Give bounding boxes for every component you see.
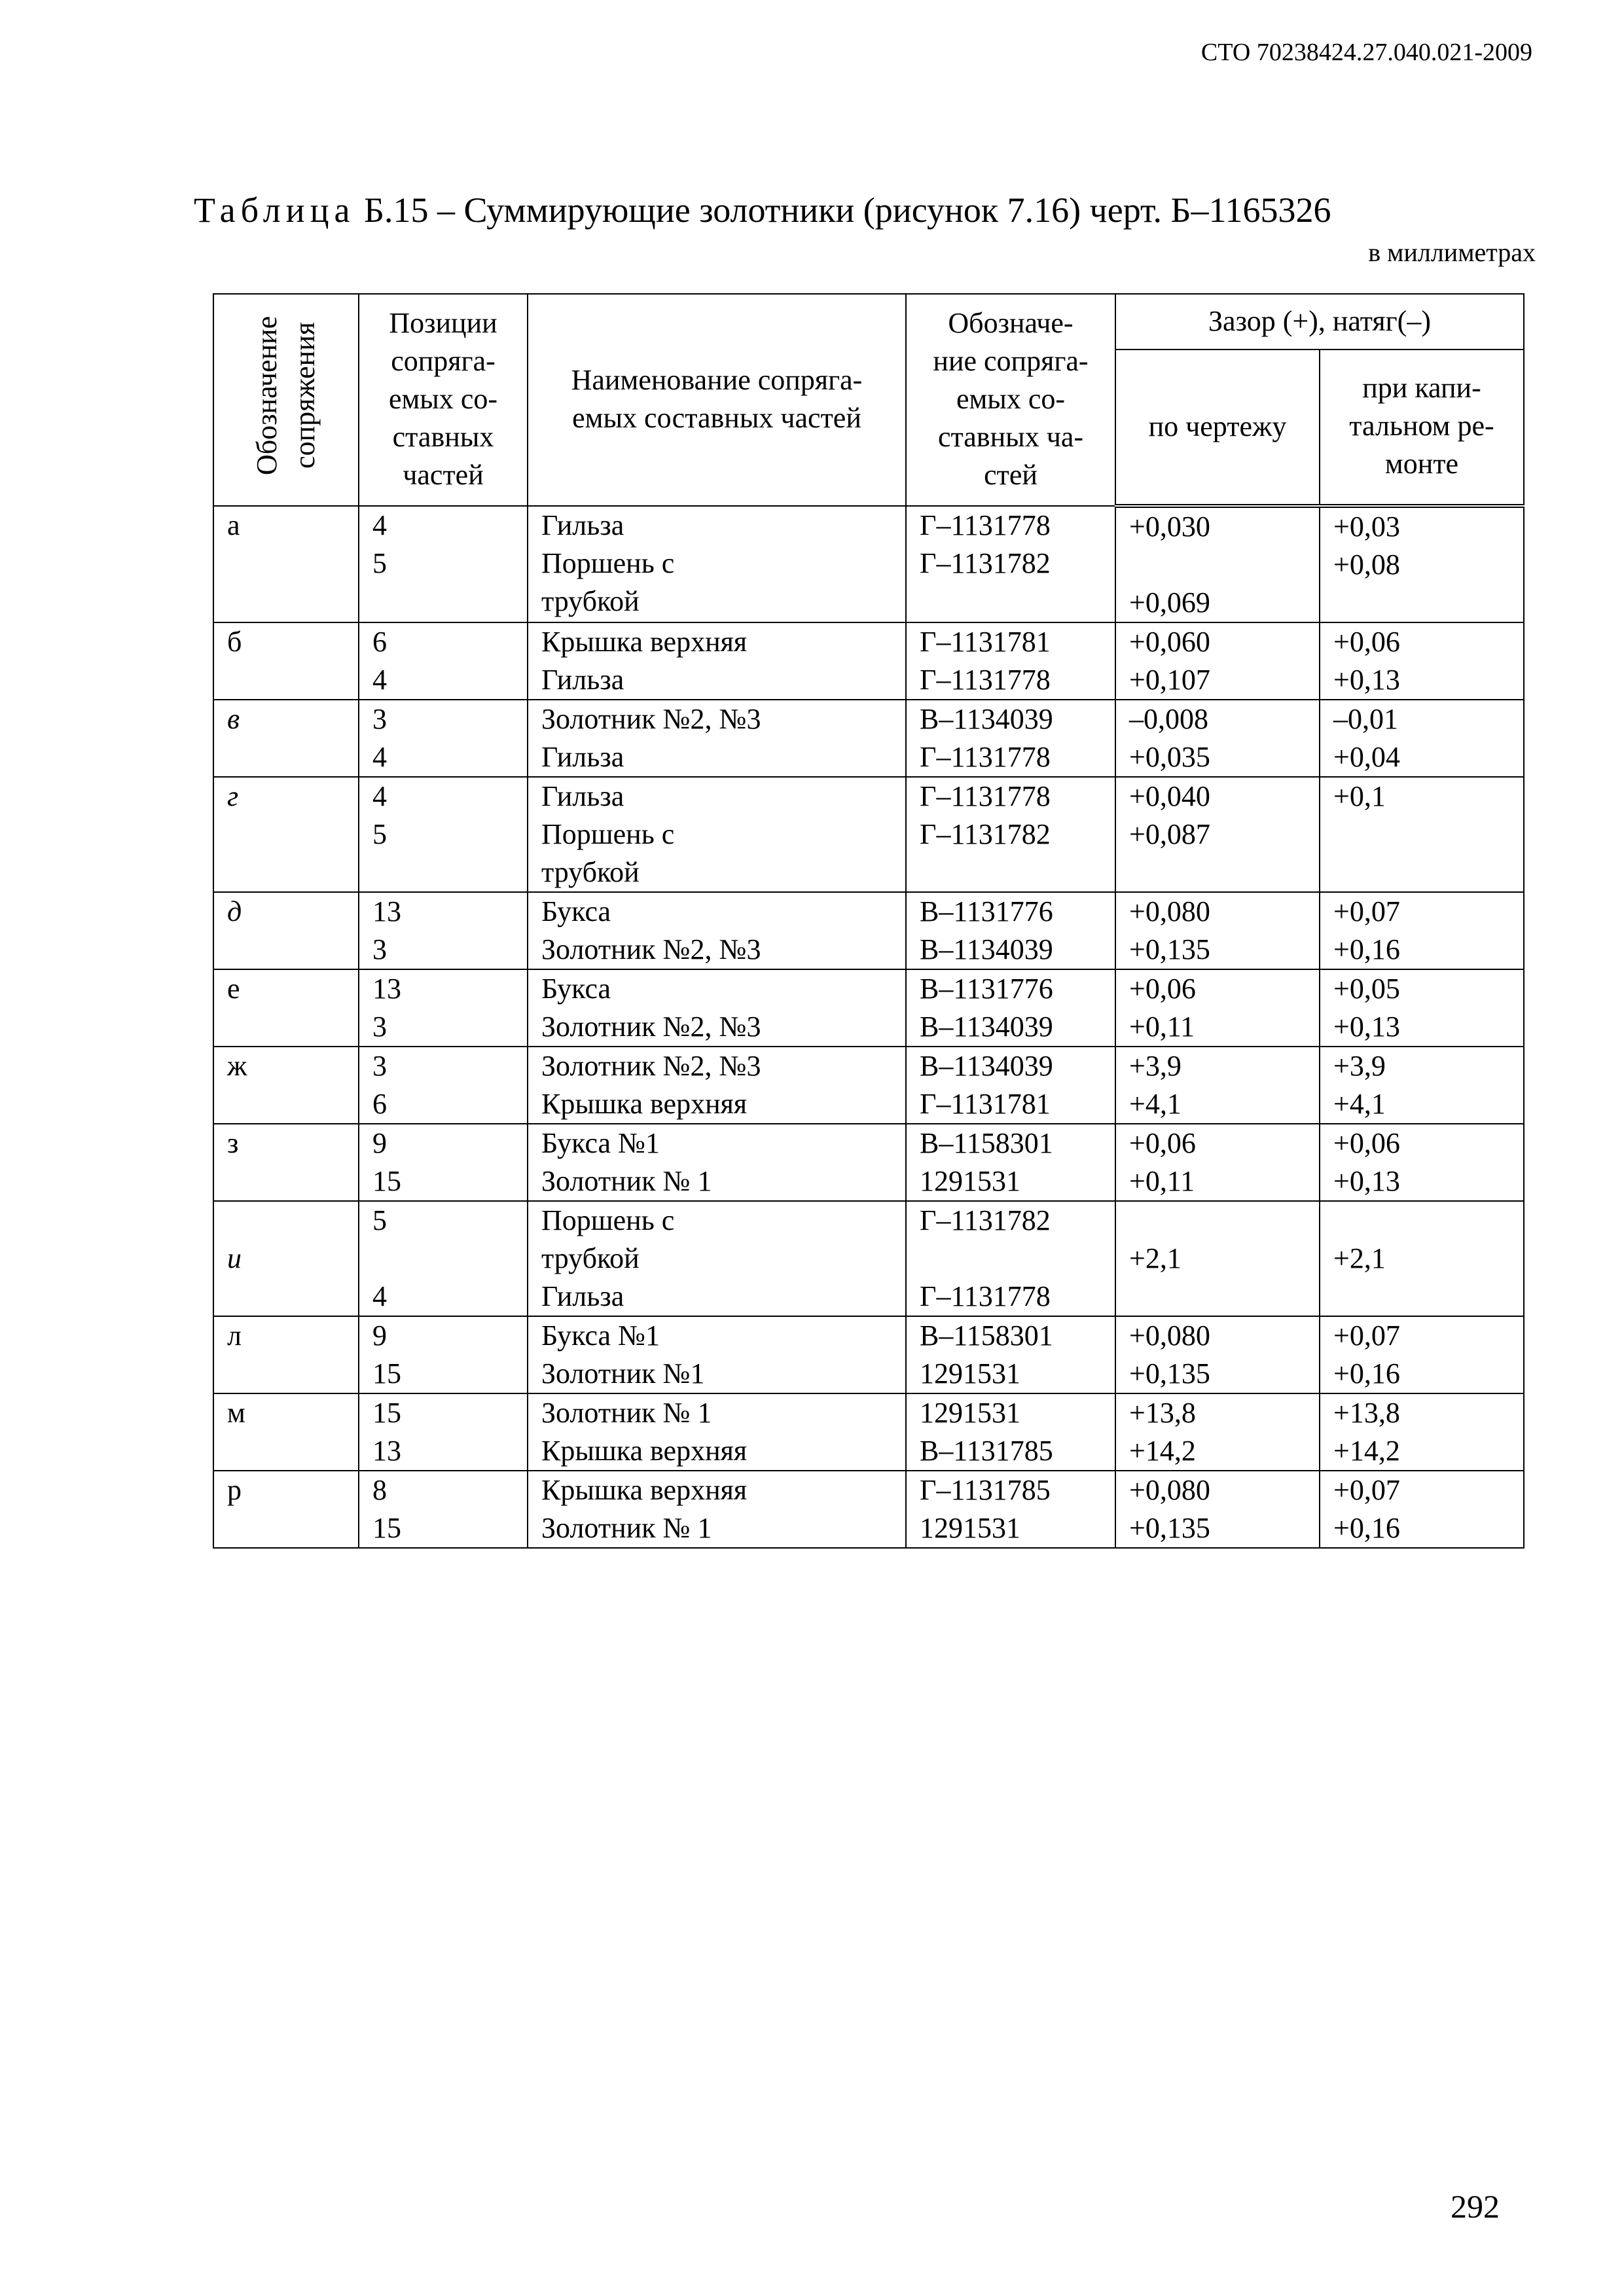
table-row [213, 969, 1524, 1047]
cell-drawing-line: +14,2 [1129, 1435, 1196, 1467]
cell-name [528, 1471, 906, 1548]
cell-repair-line: +0,13 [1333, 1165, 1400, 1197]
cell-mate: р [213, 1471, 359, 1548]
header-repair-line: монте [1384, 448, 1459, 480]
cell-name-line: Золотник № 1 [541, 1512, 712, 1544]
cell-name-line: Букса №1 [541, 1127, 660, 1159]
cell-position [359, 892, 528, 969]
cell-position-line: 15 [372, 1165, 401, 1197]
cell-repair [1320, 1201, 1524, 1316]
cell-drawing-line: +0,080 [1129, 895, 1210, 927]
cell-position-line: 9 [372, 1319, 387, 1352]
cell-designation-line: Г–1131781 [920, 1088, 1051, 1120]
cell-drawing-line: +0,087 [1129, 818, 1210, 850]
cell-designation-line: Г–1131778 [920, 1280, 1051, 1312]
cell-drawing-line: +0,135 [1129, 933, 1210, 965]
cell-drawing [1115, 1201, 1320, 1316]
header-name-line: емых составных частей [572, 402, 861, 434]
cell-position-line: 6 [372, 1088, 387, 1120]
cell-designation-line: Г–1131781 [920, 626, 1051, 658]
header-repair-line: при капи- [1362, 372, 1481, 404]
cell-drawing [1115, 969, 1320, 1047]
cell-drawing-line: +0,06 [1129, 973, 1196, 1005]
cell-position-line: 3 [372, 1011, 387, 1043]
cell-position-line: 4 [372, 509, 387, 541]
cell-drawing-line: +0,080 [1129, 1319, 1210, 1352]
cell-repair [1320, 777, 1524, 892]
cell-name-line: Золотник №2, №3 [541, 933, 761, 965]
cell-drawing-line: +4,1 [1129, 1088, 1182, 1120]
cell-position-line: 3 [372, 1050, 387, 1082]
cell-repair-line: +0,16 [1333, 933, 1400, 965]
cell-designation-line: 1291531 [920, 1397, 1020, 1429]
header-gap: Зазор (+), натяг(–) [1115, 294, 1524, 350]
cell-name-line: Букса [541, 973, 611, 1005]
cell-position-line: 5 [372, 1204, 387, 1236]
cell-drawing-line: +2,1 [1129, 1242, 1182, 1274]
header-mate-text: Обозначение сопряжения [251, 315, 321, 475]
cell-repair-line: +2,1 [1333, 1242, 1386, 1274]
cell-drawing-line: +0,069 [1129, 586, 1210, 619]
cell-repair-line: +0,04 [1333, 741, 1400, 773]
cell-position-line: 15 [372, 1397, 401, 1429]
cell-designation-line: 1291531 [920, 1165, 1020, 1197]
cell-repair [1320, 1047, 1524, 1124]
cell-position [359, 969, 528, 1047]
cell-designation-line: Г–1131778 [920, 780, 1051, 812]
cell-position-line: 13 [372, 895, 401, 927]
table-container [213, 293, 1525, 1549]
cell-name-line: Поршень с [541, 1204, 675, 1236]
cell-drawing-line: +0,06 [1129, 1127, 1196, 1159]
cell-name [528, 777, 906, 892]
cell-repair-line: +0,08 [1333, 548, 1400, 581]
cell-drawing [1115, 1471, 1320, 1548]
cell-designation-line: Г–1131778 [920, 509, 1051, 541]
header-designation-line: Обозначе- [948, 307, 1074, 339]
cell-name [528, 1124, 906, 1201]
cell-repair-line [1333, 853, 1510, 891]
cell-repair-line [1333, 816, 1510, 853]
table-row [213, 1316, 1524, 1393]
cell-drawing [1115, 1316, 1320, 1393]
cell-designation-line: В–1134039 [920, 703, 1053, 735]
cell-position-line: 8 [372, 1474, 387, 1506]
table-row [213, 622, 1524, 700]
cell-position-line: 15 [372, 1357, 401, 1390]
cell-mate: д [213, 892, 359, 969]
cell-name-line: Золотник №2, №3 [541, 1050, 761, 1082]
table-row [213, 1124, 1524, 1201]
cell-designation-line: В–1131776 [920, 895, 1053, 927]
cell-name-line: Гильза [541, 780, 624, 812]
cell-position-line [372, 1240, 514, 1278]
cell-position-line: 13 [372, 1435, 401, 1467]
cell-position-line [372, 853, 514, 891]
cell-name-line: Золотник № 1 [541, 1165, 712, 1197]
cell-position [359, 622, 528, 700]
header-repair [1320, 350, 1524, 506]
cell-designation-line: Г–1131782 [920, 1204, 1051, 1236]
cell-drawing [1115, 1393, 1320, 1471]
cell-repair-line: +0,13 [1333, 664, 1400, 696]
cell-repair-line [1333, 1202, 1510, 1240]
header-mate [213, 294, 359, 506]
cell-name-line: Золотник №2, №3 [541, 1011, 761, 1043]
cell-designation-line: В–1134039 [920, 933, 1053, 965]
cell-designation-line: Г–1131778 [920, 741, 1051, 773]
cell-name-line: трубкой [541, 856, 640, 888]
cell-repair-line: +0,06 [1333, 1127, 1400, 1159]
cell-repair-line: +3,9 [1333, 1050, 1386, 1082]
cell-name-line: трубкой [541, 1242, 640, 1274]
cell-position-line: 5 [372, 547, 387, 579]
page-number: 292 [1451, 2188, 1500, 2225]
table-row [213, 506, 1524, 622]
cell-name [528, 700, 906, 777]
cell-repair-line: +0,06 [1333, 626, 1400, 658]
cell-drawing-line: +0,035 [1129, 741, 1210, 773]
units-note: в миллиметрах [1368, 238, 1536, 267]
cell-designation-line: Г–1131782 [920, 547, 1051, 579]
cell-name-line: Крышка верхняя [541, 1474, 748, 1506]
cell-drawing-line [1129, 546, 1306, 584]
cell-repair [1320, 1316, 1524, 1393]
cell-repair-line: +0,1 [1333, 780, 1386, 812]
cell-name-line: Крышка верхняя [541, 1088, 748, 1120]
cell-drawing-line [1129, 1202, 1306, 1240]
cell-designation-line: 1291531 [920, 1512, 1020, 1544]
cell-repair [1320, 506, 1524, 622]
cell-name-line: Поршень с [541, 547, 675, 579]
cell-mate: л [213, 1316, 359, 1393]
cell-name [528, 506, 906, 622]
cell-drawing-line [1129, 1278, 1306, 1316]
cell-drawing [1115, 1124, 1320, 1201]
cell-position [359, 506, 528, 622]
cell-repair [1320, 969, 1524, 1047]
header-designation-line: ние сопряга- [933, 345, 1089, 377]
cell-repair-line: +4,1 [1333, 1088, 1386, 1120]
cell-drawing-line: +0,135 [1129, 1357, 1210, 1390]
header-designation [906, 294, 1115, 506]
header-positions-line: ставных [392, 421, 494, 453]
cell-designation-line: В–1134039 [920, 1011, 1053, 1043]
cell-repair-line: +0,03 [1333, 511, 1400, 543]
cell-position [359, 1201, 528, 1316]
cell-designation [906, 700, 1115, 777]
table-row [213, 1471, 1524, 1548]
cell-repair-line: +13,8 [1333, 1397, 1400, 1429]
cell-designation-line: В–1134039 [920, 1050, 1053, 1082]
cell-name-line: Крышка верхняя [541, 626, 748, 658]
cell-designation-line [920, 583, 1102, 620]
cell-position-line: 9 [372, 1127, 387, 1159]
header-name [528, 294, 906, 506]
cell-designation-line: В–1131776 [920, 973, 1053, 1005]
cell-name [528, 1393, 906, 1471]
cell-drawing-line: +0,11 [1129, 1165, 1195, 1197]
cell-drawing [1115, 622, 1320, 700]
cell-mate: м [213, 1393, 359, 1471]
cell-drawing [1115, 892, 1320, 969]
cell-mate: з [213, 1124, 359, 1201]
cell-drawing-line: +0,040 [1129, 780, 1210, 812]
cell-repair-line [1333, 584, 1510, 622]
cell-name-line: Букса [541, 895, 611, 927]
cell-repair-line: +0,07 [1333, 1319, 1400, 1352]
cell-designation [906, 1471, 1115, 1548]
cell-designation [906, 622, 1115, 700]
cell-name [528, 1316, 906, 1393]
cell-name-line: Крышка верхняя [541, 1435, 748, 1467]
cell-designation-line: В–1158301 [920, 1127, 1053, 1159]
cell-position-line [372, 583, 514, 620]
table-row [213, 777, 1524, 892]
cell-mate: в [213, 700, 359, 777]
cell-designation [906, 506, 1115, 622]
header-positions-line: сопряга- [391, 345, 496, 377]
cell-position [359, 777, 528, 892]
header-positions-line: Позиции [389, 307, 497, 339]
table-title-text: Б.15 – Суммирующие золотники (рисунок 7.16) черт. Б–1165326 [355, 190, 1331, 230]
cell-drawing-line [1129, 853, 1306, 891]
table-row [213, 1201, 1524, 1316]
cell-drawing-line: +3,9 [1129, 1050, 1182, 1082]
cell-drawing-line: +13,8 [1129, 1397, 1196, 1429]
cell-designation-line: Г–1131782 [920, 818, 1051, 850]
header-positions-line: частей [403, 459, 484, 491]
cell-designation [906, 777, 1115, 892]
cell-designation-line: В–1158301 [920, 1319, 1053, 1352]
cell-position-line: 4 [372, 741, 387, 773]
cell-repair-line [1333, 1278, 1510, 1316]
cell-repair [1320, 1393, 1524, 1471]
cell-mate: а [213, 506, 359, 622]
header-repair-line: тальном ре- [1349, 410, 1494, 442]
cell-mate: ж [213, 1047, 359, 1124]
header-name-line: Наименование сопряга- [571, 364, 863, 396]
cell-position-line: 3 [372, 703, 387, 735]
table-row [213, 700, 1524, 777]
cell-name [528, 622, 906, 700]
cell-designation [906, 1393, 1115, 1471]
document-code: СТО 70238424.27.040.021-2009 [1200, 39, 1532, 66]
cell-designation [906, 1124, 1115, 1201]
cell-repair-line: +0,16 [1333, 1357, 1400, 1390]
table-row [213, 1047, 1524, 1124]
cell-repair-line: +0,07 [1333, 1474, 1400, 1506]
cell-name [528, 1047, 906, 1124]
cell-name [528, 969, 906, 1047]
header-positions-line: емых со- [388, 383, 498, 415]
cell-position [359, 700, 528, 777]
cell-repair-line: +0,05 [1333, 973, 1400, 1005]
cell-name-line: Гильза [541, 509, 624, 541]
cell-name-line: Букса №1 [541, 1319, 660, 1352]
cell-repair-line: –0,01 [1333, 703, 1398, 735]
cell-repair [1320, 1471, 1524, 1548]
cell-drawing-line: +0,060 [1129, 626, 1210, 658]
header-designation-line: стей [984, 459, 1038, 491]
cell-position [359, 1047, 528, 1124]
cell-repair [1320, 892, 1524, 969]
cell-designation-line: В–1131785 [920, 1435, 1053, 1467]
cell-drawing-line: +0,030 [1129, 511, 1210, 543]
cell-designation-line [920, 853, 1102, 891]
cell-name-line: Гильза [541, 741, 624, 773]
cell-repair-line: +0,13 [1333, 1011, 1400, 1043]
cell-name [528, 892, 906, 969]
cell-repair [1320, 700, 1524, 777]
cell-repair-line: +0,16 [1333, 1512, 1400, 1544]
header-positions [359, 294, 528, 506]
cell-name [528, 1201, 906, 1316]
cell-repair [1320, 622, 1524, 700]
cell-position-line: 15 [372, 1512, 401, 1544]
cell-repair-line: +0,07 [1333, 895, 1400, 927]
cell-name-line: Золотник №1 [541, 1357, 705, 1390]
cell-designation [906, 892, 1115, 969]
table-row [213, 892, 1524, 969]
cell-repair [1320, 1124, 1524, 1201]
cell-designation [906, 1316, 1115, 1393]
cell-designation-line: Г–1131785 [920, 1474, 1051, 1506]
cell-drawing-line: +0,080 [1129, 1474, 1210, 1506]
cell-drawing [1115, 506, 1320, 622]
cell-repair-line: +14,2 [1333, 1435, 1400, 1467]
table-body [213, 506, 1524, 1548]
cell-position [359, 1124, 528, 1201]
header-designation-line: емых со- [956, 383, 1066, 415]
cell-name-line: Гильза [541, 1280, 624, 1312]
cell-position-line: 6 [372, 626, 387, 658]
cell-position [359, 1471, 528, 1548]
cell-position-line: 4 [372, 1280, 387, 1312]
cell-position-line: 4 [372, 780, 387, 812]
cell-name-line: Золотник № 1 [541, 1397, 712, 1429]
cell-mate: е [213, 969, 359, 1047]
cell-designation-line: 1291531 [920, 1357, 1020, 1390]
cell-position-line: 3 [372, 933, 387, 965]
cell-mate: и [213, 1201, 359, 1316]
cell-drawing [1115, 700, 1320, 777]
cell-drawing-line: –0,008 [1129, 703, 1208, 735]
cell-drawing [1115, 777, 1320, 892]
cell-position-line: 4 [372, 664, 387, 696]
cell-designation [906, 1201, 1115, 1316]
cell-designation-line: Г–1131778 [920, 664, 1051, 696]
header-drawing: по чертежу [1115, 350, 1320, 506]
cell-mate: г [213, 777, 359, 892]
cell-position [359, 1393, 528, 1471]
header-designation-line: ставных ча- [937, 421, 1084, 453]
cell-name-line: Золотник №2, №3 [541, 703, 761, 735]
table-row [213, 1393, 1524, 1471]
cell-drawing [1115, 1047, 1320, 1124]
cell-name-line: Гильза [541, 664, 624, 696]
cell-drawing-line: +0,135 [1129, 1512, 1210, 1544]
table-title [194, 190, 1331, 230]
cell-mate: б [213, 622, 359, 700]
cell-designation [906, 969, 1115, 1047]
cell-designation [906, 1047, 1115, 1124]
table-title-word: Таблица [194, 190, 355, 230]
cell-position-line: 5 [372, 818, 387, 850]
cell-position-line: 13 [372, 973, 401, 1005]
cell-name-line: Поршень с [541, 818, 675, 850]
cell-name-line: трубкой [541, 585, 640, 617]
mating-table [213, 293, 1525, 1549]
cell-drawing-line: +0,11 [1129, 1011, 1195, 1043]
cell-drawing-line: +0,107 [1129, 664, 1210, 696]
cell-designation-line [920, 1240, 1102, 1278]
cell-position [359, 1316, 528, 1393]
